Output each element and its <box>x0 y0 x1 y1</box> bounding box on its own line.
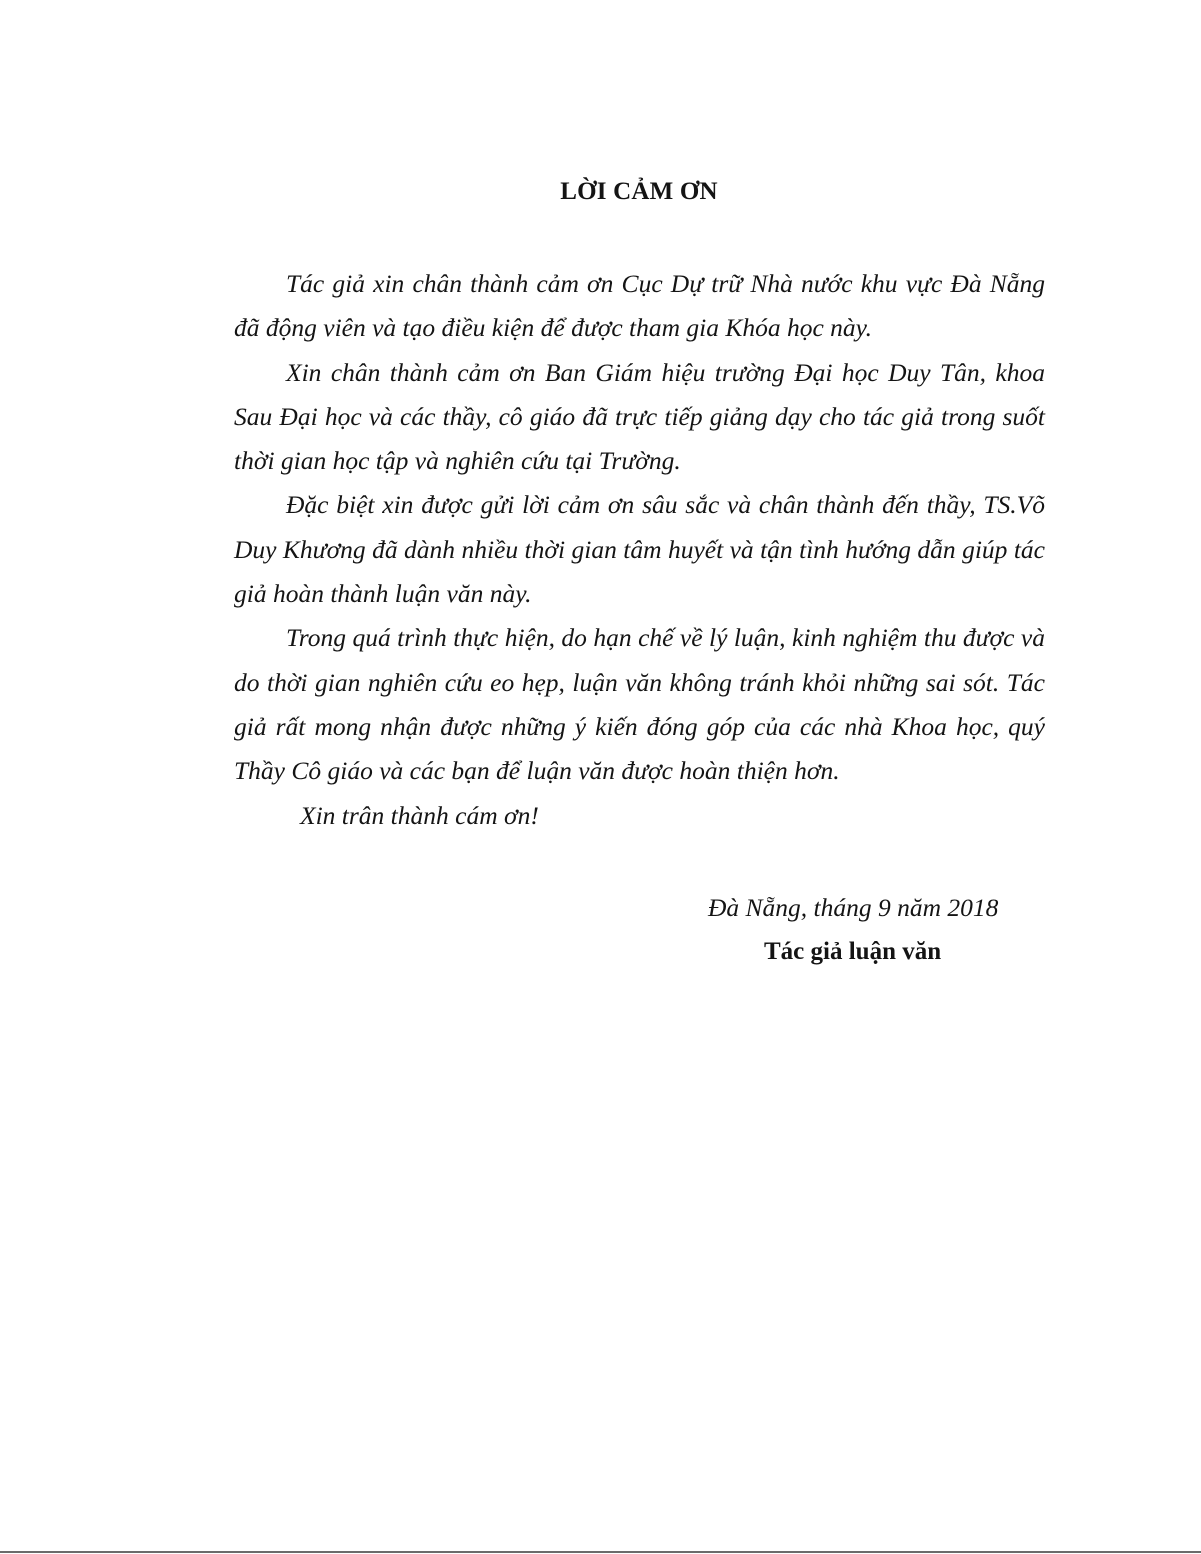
paragraph-3: Đặc biệt xin được gửi lời cảm ơn sâu sắc và chân thành đến thầy, TS.Võ Duy Khương đã dành nhiều thời gian tâm huyết và tận tình hướng dẫn giúp tác giả hoàn thành luận văn này. <box>234 490 1045 609</box>
closing-line: Xin trân thành cám ơn! <box>300 800 539 830</box>
page-bottom-border <box>0 1551 1201 1553</box>
paragraph-2: Xin chân thành cảm ơn Ban Giám hiệu trường Đại học Duy Tân, khoa Sau Đại học và các thầy, cô giáo đã trực tiếp giảng dạy cho tác giả trong suốt thời gian học tập và nghiên cứu tại Trường. <box>234 357 1045 476</box>
signature-place-date: Đà Nẵng, tháng 9 năm 2018 <box>708 893 999 922</box>
acknowledgement-body <box>234 262 1045 838</box>
paragraph-1: Tác giả xin chân thành cảm ơn Cục Dự trữ Nhà nước khu vực Đà Nẵng đã động viên và tạo điều kiện để được tham gia Khóa học này. <box>234 269 1045 343</box>
paragraph-4: Trong quá trình thực hiện, do hạn chế về lý luận, kinh nghiệm thu được và do thời gian nghiên cứu eo hẹp, luận văn không tránh khỏi những sai sót. Tác giả rất mong nhận được những ý kiến đóng góp của các nhà Khoa học, quý Thầy Cô giáo và các bạn để luận văn được hoàn thiện hơn. <box>234 623 1045 786</box>
signature-author: Tác giả luận văn <box>764 938 942 965</box>
page-title: LỜI CẢM ƠN <box>560 178 718 205</box>
